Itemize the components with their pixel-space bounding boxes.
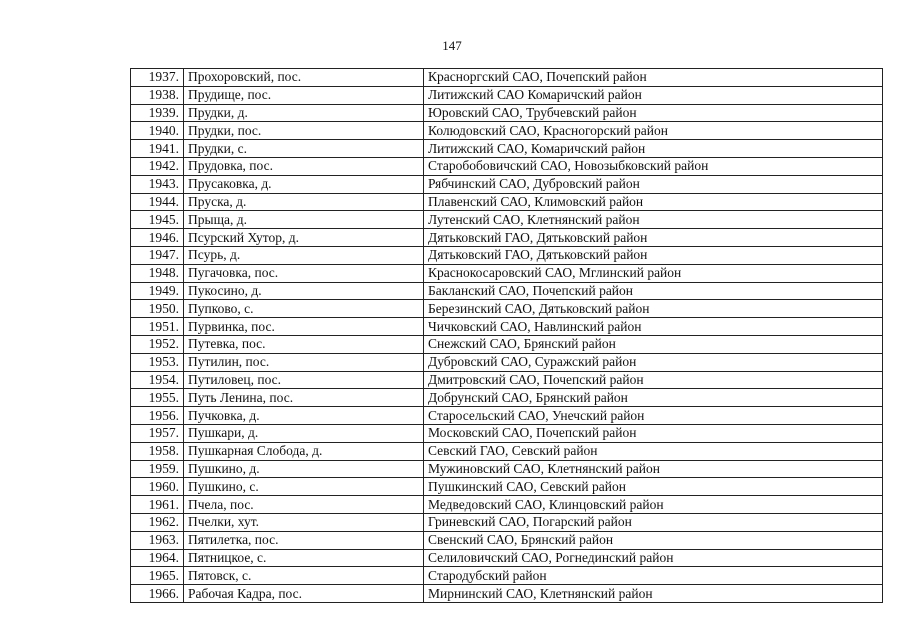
settlement-name-cell: Путевка, пос.	[184, 335, 424, 353]
row-number-cell: 1953.	[131, 353, 184, 371]
table-row	[131, 549, 883, 567]
settlement-name-cell: Путь Ленина, пос.	[184, 389, 424, 407]
row-number-cell: 1957.	[131, 424, 184, 442]
district-cell: Березинский САО, Дятьковский район	[424, 300, 883, 318]
district-cell: Дятьковский ГАО, Дятьковский район	[424, 229, 883, 247]
settlement-name-cell: Пятовск, с.	[184, 567, 424, 585]
table-row	[131, 513, 883, 531]
district-cell: Московский САО, Почепский район	[424, 424, 883, 442]
settlement-name-cell: Путилин, пос.	[184, 353, 424, 371]
settlement-name-cell: Пушкино, д.	[184, 460, 424, 478]
row-number-cell: 1945.	[131, 211, 184, 229]
settlement-name-cell: Пруска, д.	[184, 193, 424, 211]
district-cell: Старобобовичский САО, Новозыбковский район	[424, 157, 883, 175]
district-cell: Литижский САО, Комаричский район	[424, 140, 883, 158]
settlement-name-cell: Прудки, с.	[184, 140, 424, 158]
table-row	[131, 229, 883, 247]
district-cell: Севский ГАО, Севский район	[424, 442, 883, 460]
table-row	[131, 478, 883, 496]
district-cell: Медведовский САО, Клинцовский район	[424, 496, 883, 514]
table-row	[131, 300, 883, 318]
table-row	[131, 353, 883, 371]
row-number-cell: 1960.	[131, 478, 184, 496]
district-cell: Мужиновский САО, Клетнянский район	[424, 460, 883, 478]
district-cell: Старосельский САО, Унечский район	[424, 407, 883, 425]
settlement-name-cell: Путиловец, пос.	[184, 371, 424, 389]
row-number-cell: 1940.	[131, 122, 184, 140]
table-row	[131, 318, 883, 336]
settlement-name-cell: Пугачовка, пос.	[184, 264, 424, 282]
district-cell: Дятьковский ГАО, Дятьковский район	[424, 246, 883, 264]
settlement-name-cell: Прусаковка, д.	[184, 175, 424, 193]
row-number-cell: 1955.	[131, 389, 184, 407]
table-row	[131, 371, 883, 389]
district-cell: Рябчинский САО, Дубровский район	[424, 175, 883, 193]
table-row	[131, 585, 883, 603]
row-number-cell: 1963.	[131, 531, 184, 549]
table-body	[131, 69, 883, 603]
district-cell: Селиловичский САО, Рогнединский район	[424, 549, 883, 567]
row-number-cell: 1942.	[131, 157, 184, 175]
district-cell: Лутенский САО, Клетнянский район	[424, 211, 883, 229]
district-cell: Плавенский САО, Климовский район	[424, 193, 883, 211]
settlement-name-cell: Прудки, д.	[184, 104, 424, 122]
row-number-cell: 1950.	[131, 300, 184, 318]
settlement-name-cell: Пчела, пос.	[184, 496, 424, 514]
table-row	[131, 496, 883, 514]
settlement-name-cell: Прудище, пос.	[184, 86, 424, 104]
row-number-cell: 1966.	[131, 585, 184, 603]
table-row	[131, 531, 883, 549]
district-cell: Гриневский САО, Погарский район	[424, 513, 883, 531]
settlement-name-cell: Прудки, пос.	[184, 122, 424, 140]
settlement-name-cell: Пушкари, д.	[184, 424, 424, 442]
district-cell: Мирнинский САО, Клетнянский район	[424, 585, 883, 603]
table-row	[131, 407, 883, 425]
row-number-cell: 1961.	[131, 496, 184, 514]
table-row	[131, 264, 883, 282]
settlement-name-cell: Пятилетка, пос.	[184, 531, 424, 549]
settlement-name-cell: Пчелки, хут.	[184, 513, 424, 531]
table-row	[131, 211, 883, 229]
district-cell: Дубровский САО, Суражский район	[424, 353, 883, 371]
row-number-cell: 1949.	[131, 282, 184, 300]
table-row	[131, 282, 883, 300]
table-row	[131, 175, 883, 193]
table-row	[131, 86, 883, 104]
table-row	[131, 104, 883, 122]
row-number-cell: 1956.	[131, 407, 184, 425]
district-cell: Снежский САО, Брянский район	[424, 335, 883, 353]
row-number-cell: 1958.	[131, 442, 184, 460]
row-number-cell: 1946.	[131, 229, 184, 247]
row-number-cell: 1959.	[131, 460, 184, 478]
row-number-cell: 1948.	[131, 264, 184, 282]
settlement-name-cell: Пушкино, с.	[184, 478, 424, 496]
settlement-name-cell: Пупково, с.	[184, 300, 424, 318]
settlement-name-cell: Прыща, д.	[184, 211, 424, 229]
row-number-cell: 1964.	[131, 549, 184, 567]
table-row	[131, 335, 883, 353]
district-cell: Дмитровский САО, Почепский район	[424, 371, 883, 389]
district-cell: Краснокосаровский САО, Мглинский район	[424, 264, 883, 282]
settlement-name-cell: Псурский Хутор, д.	[184, 229, 424, 247]
table-row	[131, 567, 883, 585]
district-cell: Колюдовский САО, Красногорский район	[424, 122, 883, 140]
settlement-name-cell: Пучковка, д.	[184, 407, 424, 425]
settlement-name-cell: Пукосино, д.	[184, 282, 424, 300]
settlement-name-cell: Прудовка, пос.	[184, 157, 424, 175]
district-cell: Бакланский САО, Почепский район	[424, 282, 883, 300]
row-number-cell: 1951.	[131, 318, 184, 336]
district-cell: Красноргский САО, Почепский район	[424, 69, 883, 87]
settlement-name-cell: Пушкарная Слобода, д.	[184, 442, 424, 460]
row-number-cell: 1937.	[131, 69, 184, 87]
table-row	[131, 193, 883, 211]
row-number-cell: 1954.	[131, 371, 184, 389]
row-number-cell: 1965.	[131, 567, 184, 585]
row-number-cell: 1952.	[131, 335, 184, 353]
table-row	[131, 69, 883, 87]
row-number-cell: 1962.	[131, 513, 184, 531]
table-row	[131, 157, 883, 175]
row-number-cell: 1943.	[131, 175, 184, 193]
row-number-cell: 1941.	[131, 140, 184, 158]
settlement-name-cell: Прохоровский, пос.	[184, 69, 424, 87]
settlement-name-cell: Пятницкое, с.	[184, 549, 424, 567]
table-row	[131, 460, 883, 478]
settlement-name-cell: Псурь, д.	[184, 246, 424, 264]
district-cell: Добрунский САО, Брянский район	[424, 389, 883, 407]
settlement-name-cell: Пурвинка, пос.	[184, 318, 424, 336]
district-cell: Стародубский район	[424, 567, 883, 585]
table-row	[131, 246, 883, 264]
table-row	[131, 122, 883, 140]
district-cell: Литижский САО Комаричский район	[424, 86, 883, 104]
table-row	[131, 424, 883, 442]
district-cell: Пушкинский САО, Севский район	[424, 478, 883, 496]
table-row	[131, 389, 883, 407]
row-number-cell: 1938.	[131, 86, 184, 104]
district-cell: Свенский САО, Брянский район	[424, 531, 883, 549]
page-number: 147	[442, 38, 462, 53]
row-number-cell: 1939.	[131, 104, 184, 122]
district-cell: Юровский САО, Трубчевский район	[424, 104, 883, 122]
table-row	[131, 140, 883, 158]
table-row	[131, 442, 883, 460]
settlements-table	[130, 68, 883, 603]
settlement-name-cell: Рабочая Кадра, пос.	[184, 585, 424, 603]
row-number-cell: 1944.	[131, 193, 184, 211]
district-cell: Чичковский САО, Навлинский район	[424, 318, 883, 336]
row-number-cell: 1947.	[131, 246, 184, 264]
